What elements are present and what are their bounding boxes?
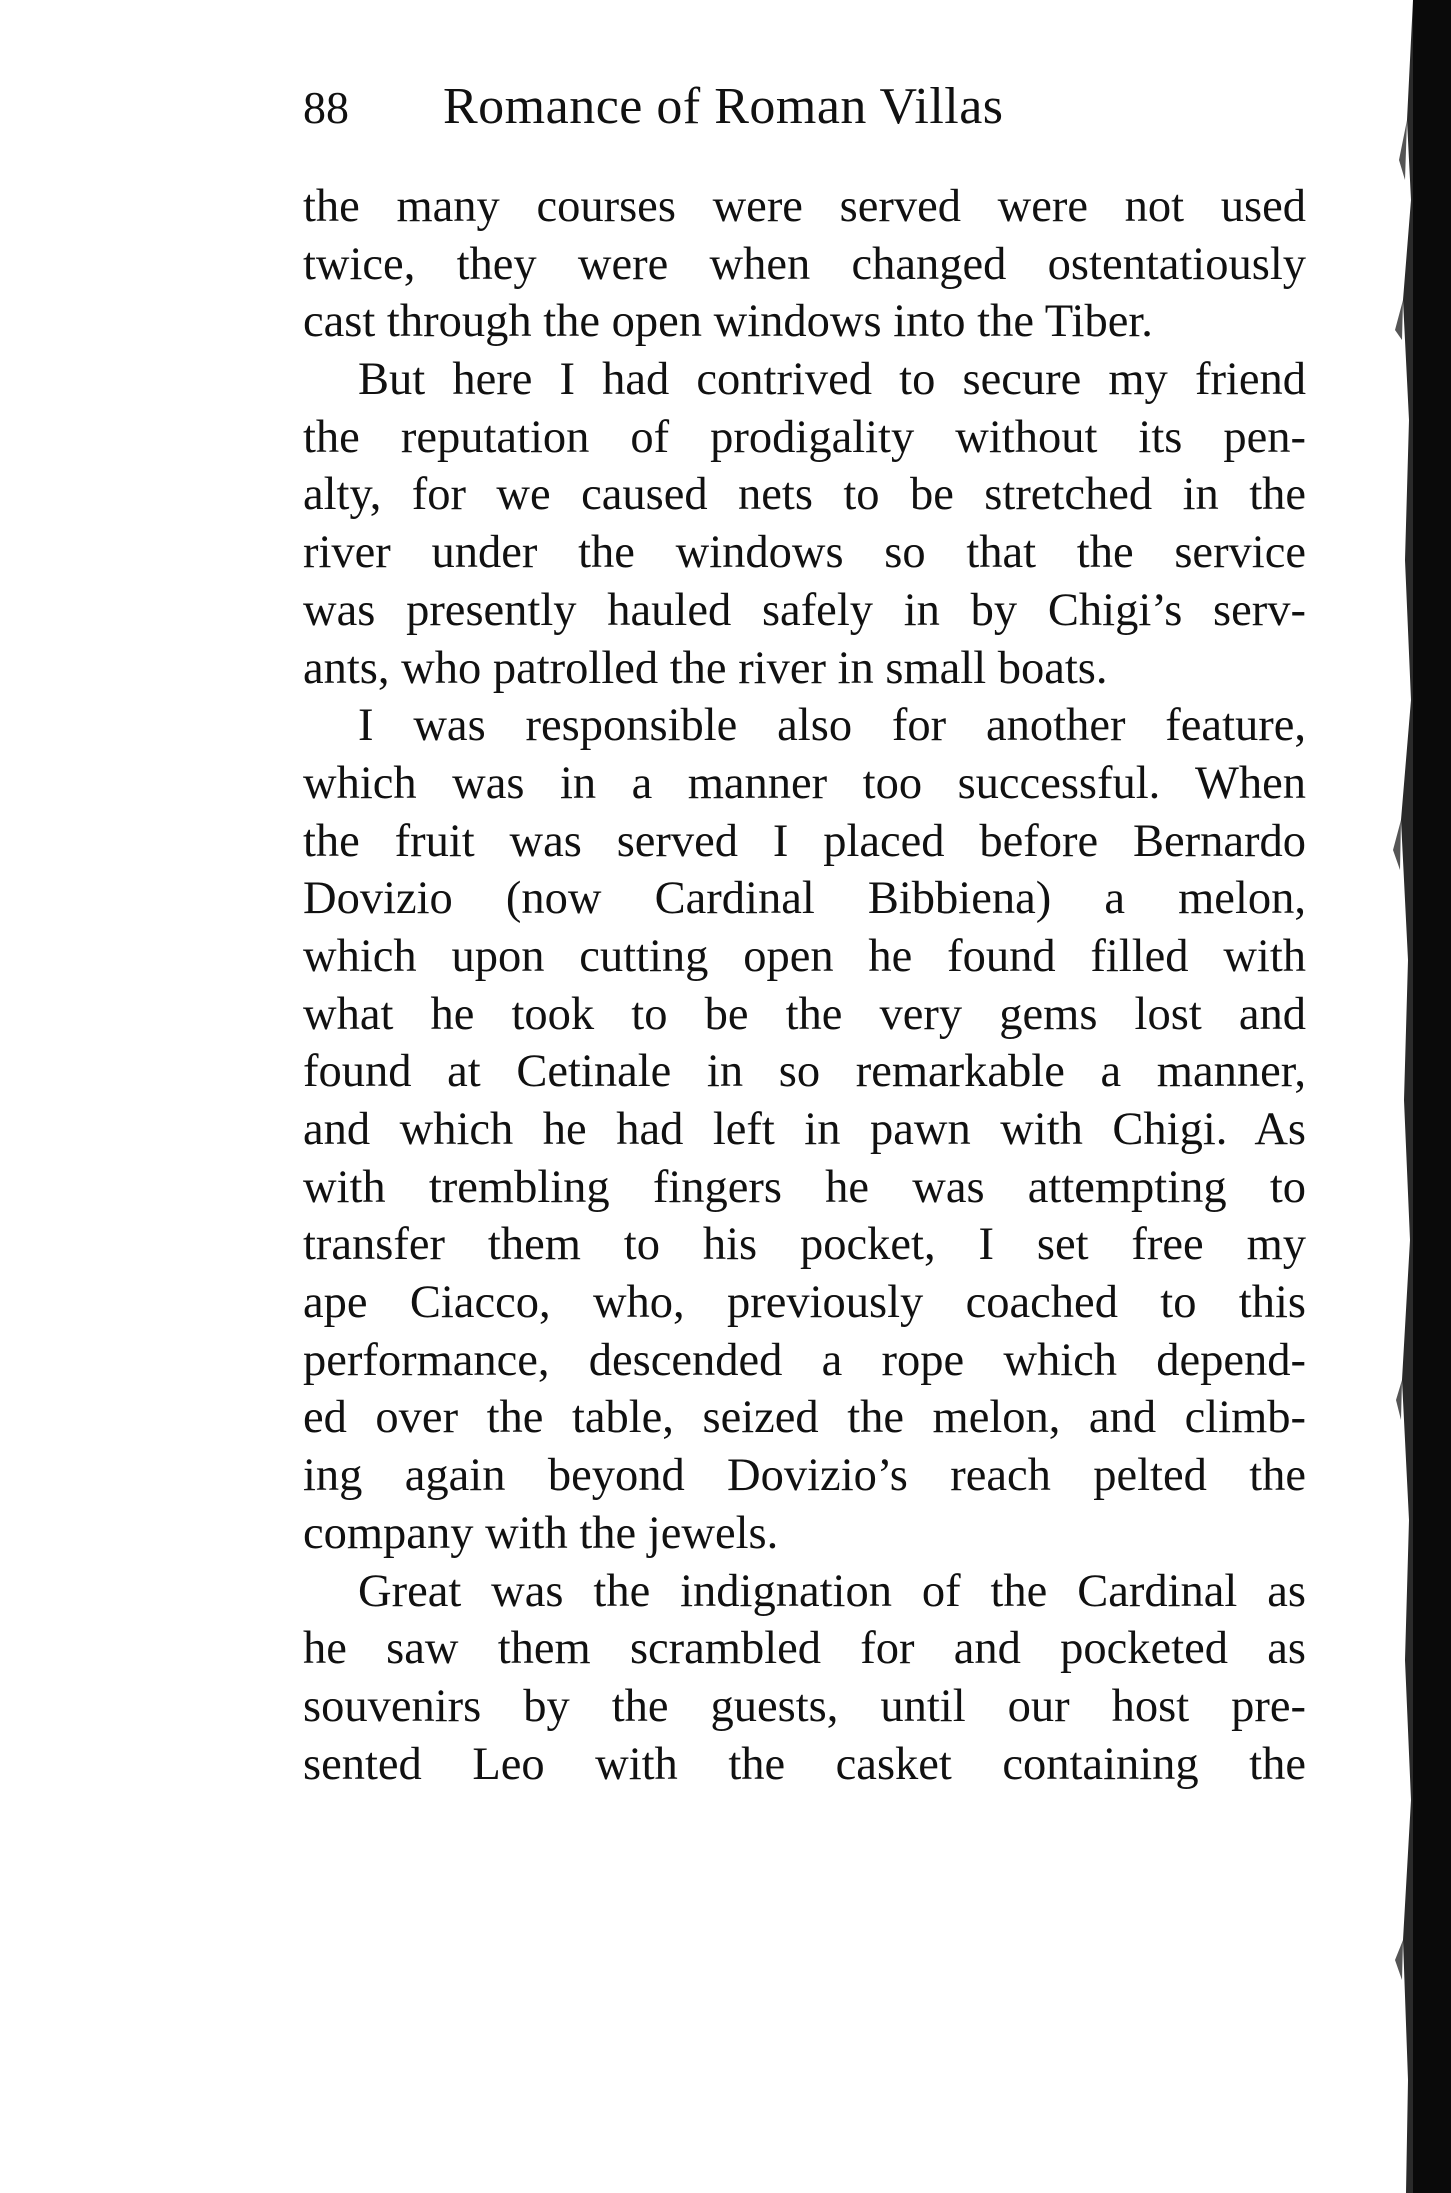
text-line: I was responsible also for another feature, <box>358 700 1306 752</box>
text-line: company with the jewels. <box>303 1507 779 1559</box>
text-line: sented Leo with the casket containing the <box>303 1738 1306 1790</box>
running-title: Romance of Roman Villas <box>443 78 1004 135</box>
text-line: twice, they were when changed ostentatiously <box>303 238 1306 290</box>
text-line: the many courses were served were not used <box>303 181 1306 232</box>
text-line: But here I had contrived to secure my friend <box>358 354 1306 406</box>
text-line: Great was the indignation of the Cardinal as <box>358 1565 1306 1617</box>
text-line: alty, for we caused nets to be stretched in the <box>303 469 1306 521</box>
body-text <box>303 178 1306 1793</box>
text-line: cast through the open windows into the Tiber. <box>303 296 1153 348</box>
text-line: river under the windows so that the service <box>303 527 1306 579</box>
text-line: and which he had left in pawn with Chigi. As <box>303 1104 1306 1155</box>
text-line: ed over the table, seized the melon, and climb- <box>303 1392 1306 1444</box>
text-line: what he took to be the very gems lost and <box>303 988 1306 1040</box>
page-number: 88 <box>303 82 349 133</box>
text-line: performance, descended a rope which depend- <box>303 1334 1306 1386</box>
text-line: with trembling fingers he was attempting to <box>303 1161 1306 1213</box>
text-line: transfer them to his pocket, I set free my <box>303 1219 1306 1271</box>
text-line: souvenirs by the guests, until our host pre- <box>303 1680 1306 1732</box>
page-header <box>303 72 1303 143</box>
text-line: was presently hauled safely in by Chigi’s serv- <box>303 584 1306 636</box>
text-line: found at Cetinale in so remarkable a manner, <box>303 1046 1306 1098</box>
text-line: ants, who patrolled the river in small boats. <box>303 642 1108 694</box>
text-line: he saw them scrambled for and pocketed as <box>303 1623 1306 1675</box>
text-line: Dovizio (now Cardinal Bibbiena) a melon, <box>303 873 1306 925</box>
text-line: ing again beyond Dovizio’s reach pelted the <box>303 1450 1306 1502</box>
text-line: the reputation of prodigality without its pen- <box>303 411 1306 463</box>
text-line: which upon cutting open he found filled with <box>303 930 1306 982</box>
page-edge-shadow <box>1393 0 1451 2193</box>
text-line: which was in a manner too successful. When <box>303 757 1306 809</box>
text-line: the fruit was served I placed before Bernardo <box>303 815 1306 867</box>
text-line: ape Ciacco, who, previously coached to this <box>303 1277 1306 1329</box>
